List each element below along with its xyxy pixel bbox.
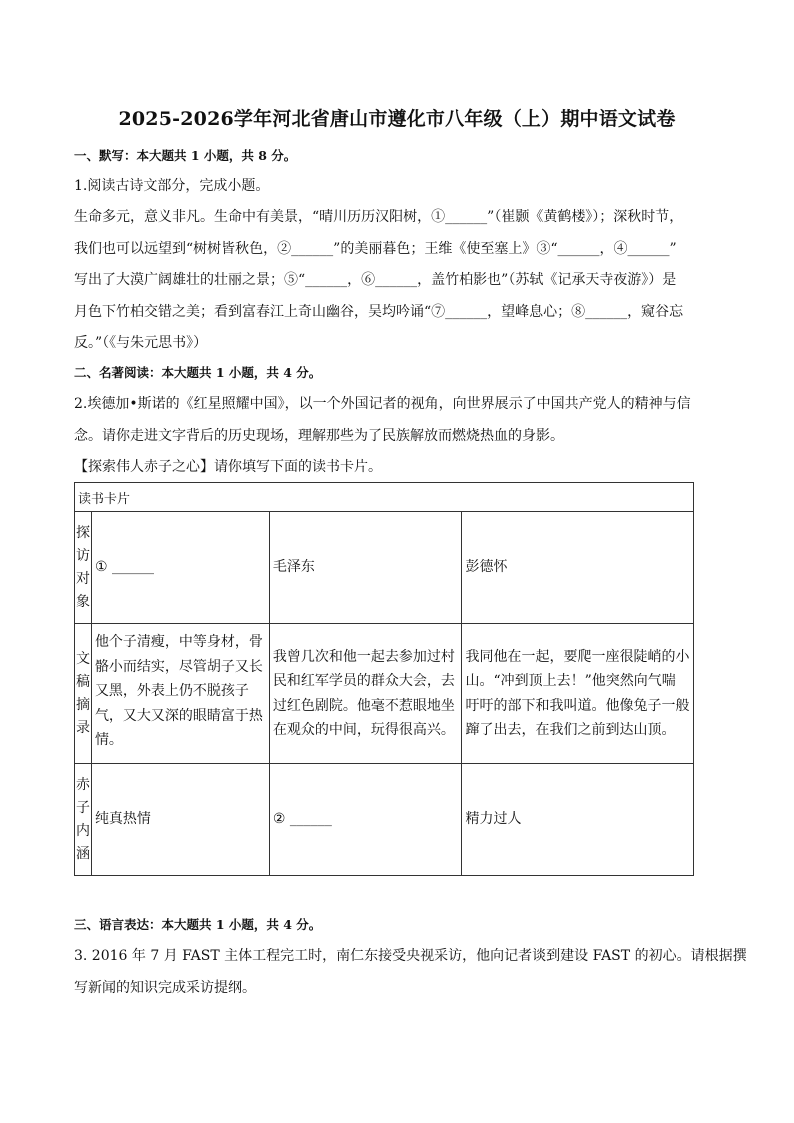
question-2-text	[74, 389, 722, 484]
excerpt-line: 情。	[94, 732, 123, 748]
question-3-line: 写新闻的知识完成采访提纲。	[74, 979, 256, 996]
row-label-excerpt	[75, 624, 92, 764]
label-char: 探	[75, 524, 90, 541]
question-2-line: 2.埃德加•斯诺的《红星照耀中国》，以一个外国记者的视角，向世界展示了中国共产党人的精神与信	[74, 396, 691, 412]
exam-title: 2025-2026学年河北省唐山市遵化市八年级（上）期中语文试卷	[118, 108, 676, 130]
excerpt-line: 过红色剧院。他毫不惹眼地坐	[272, 697, 455, 714]
table-row	[75, 764, 694, 876]
excerpt-line: 骼小而结实，尽管胡子又长	[94, 658, 263, 675]
label-char: 内	[75, 822, 90, 839]
label-char: 访	[75, 547, 90, 564]
passage-line: 反。”（《与朱元思书》）	[74, 335, 208, 351]
question-2-line: 念。请你走进文字背后的历史现场，理解那些为了民族解放而燃烧热血的身影。	[74, 427, 564, 444]
passage-line: 月色下竹柏交错之美；看到富春江上奇山幽谷，吴均吟诵“⑦______，望峰息心；⑧______，窥谷忘	[74, 303, 684, 320]
excerpt-2	[269, 624, 462, 764]
label-char: 象	[75, 593, 90, 610]
label-char: 子	[75, 799, 90, 816]
excerpt-line: 山。“冲到顶上去！”他突然向气喘	[465, 673, 676, 689]
label-char: 稿	[75, 673, 90, 690]
question-3-text	[74, 941, 747, 1004]
excerpt-line: 蹿了出去，在我们之前到达山顶。	[465, 722, 676, 738]
label-char: 摘	[75, 696, 90, 713]
table-row	[75, 512, 694, 624]
table-row	[75, 624, 694, 764]
card-header: 读书卡片	[75, 483, 694, 512]
label-char: 文	[75, 650, 90, 667]
excerpt-line: 我曾几次和他一起去参加过村	[272, 648, 455, 665]
row-label-meaning	[75, 764, 92, 876]
question-1-intro: 1.阅读古诗文部分，完成小题。	[74, 178, 270, 194]
excerpt-3	[462, 624, 694, 764]
excerpt-1	[91, 624, 269, 764]
blank-answer-1[interactable]: ① ______	[91, 512, 269, 624]
passage-line: 生命多元，意义非凡。生命中有美景，“晴川历历汉阳树，①______”（崔颢《黄鹤楼》）；深秋时节，	[74, 209, 684, 225]
row-label-target	[75, 512, 92, 624]
section-three-heading: 三、语言表达：本大题共 1 小题，共 4 分。	[74, 917, 322, 932]
target-mao: 毛泽东	[269, 512, 462, 624]
passage-line: 我们也可以远望到“树树皆秋色，②______”的美丽暮色；王维《使至塞上》③“______，④______”	[74, 240, 677, 257]
meaning-1: 纯真热情	[91, 764, 269, 876]
meaning-3: 精力过人	[462, 764, 694, 876]
excerpt-line: 吁吁的部下和我叫道。他像兔子一般	[465, 697, 690, 714]
excerpt-line: 又黑，外表上仍不脱孩子	[94, 683, 249, 699]
label-char: 涵	[75, 845, 90, 862]
excerpt-line: 民和红军学员的群众大会，去	[272, 673, 455, 689]
label-char: 对	[75, 570, 90, 587]
reading-card-table	[74, 482, 694, 876]
passage-line: 写出了大漠广阔雄壮的壮丽之景；⑤“______，⑥______，盖竹柏影也”（苏轼《记承天寺夜游》）是	[74, 272, 677, 288]
excerpt-line: 气，又大又深的眼睛富于热	[94, 707, 263, 724]
label-char: 赤	[75, 776, 90, 793]
excerpt-line: 我同他在一起，要爬一座很陡峭的小	[465, 648, 690, 665]
section-two-heading: 二、名著阅读：本大题共 1 小题，共 4 分。	[74, 365, 322, 380]
label-char: 录	[75, 719, 90, 736]
target-peng: 彭德怀	[462, 512, 694, 624]
section-one-heading: 一、默写：本大题共 1 小题，共 8 分。	[74, 148, 297, 163]
question-3-line: 3. 2016 年 7 月 FAST 主体工程完工时，南仁东接受央视采访，他向记者谈到建设 FAST 的初心。请根据撰	[74, 948, 747, 964]
question-2-line: 【探索伟人赤子之心】请你填写下面的读书卡片。	[74, 459, 382, 475]
question-1-passage	[74, 202, 722, 360]
blank-answer-2[interactable]: ② ______	[269, 764, 462, 876]
excerpt-line: 他个子清瘦，中等身材，骨	[94, 634, 263, 650]
excerpt-line: 在观众的中间，玩得很高兴。	[272, 722, 455, 738]
